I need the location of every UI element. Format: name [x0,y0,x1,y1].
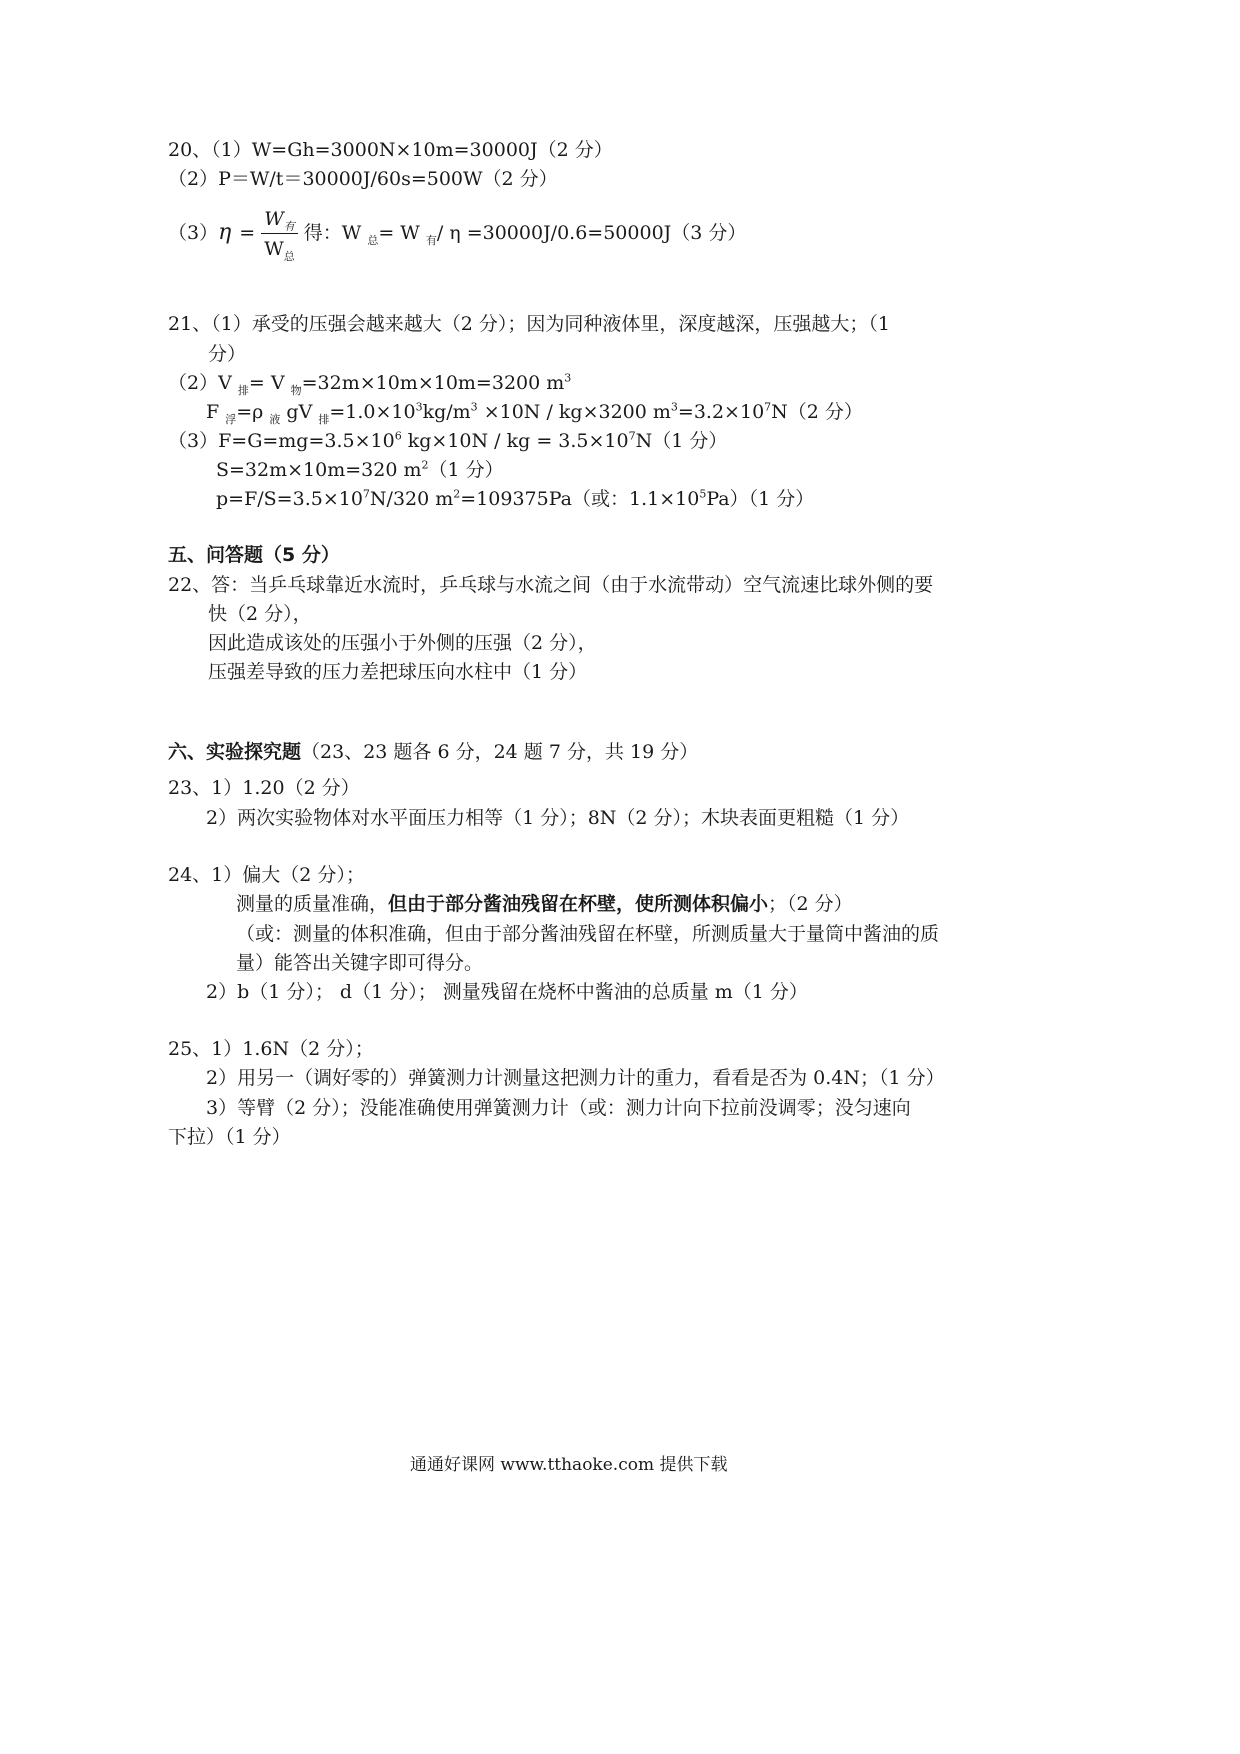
superscript: 2 [453,487,461,501]
text: N（2 分） [771,401,863,423]
eta-symbol: η [218,220,232,245]
superscript: 7 [764,400,772,414]
q20-line1: 20、（1）W=Gh=3000N×10m=30000J（2 分） [168,139,613,161]
text: （2）V [168,372,238,394]
numerator-subscript: 有 [283,219,295,233]
q21-line5 [216,458,504,481]
q22-line1: 22、答：当乒乓球靠近水流时，乒乓球与水流之间（由于水流带动）空气流速比球外侧的要 [168,574,934,596]
text: =1.0×10 [329,401,416,423]
equals-sign: = [239,222,256,244]
subscript: 排 [318,412,330,426]
text: =32m×10m×10m=3200 m [301,372,565,394]
superscript: 6 [394,429,402,443]
q20-l3-rest-b: = W [378,222,426,244]
superscript: 3 [415,400,423,414]
text: N（1 分） [635,430,728,452]
section-6-title: 六、实验探究题 [168,741,302,763]
superscript: 5 [699,487,707,501]
footer-text: 通通好课网 www.tthaoke.com 提供下载 [410,1455,728,1475]
section-6-heading [168,743,698,762]
q21-line3 [206,400,863,426]
subscript: 有 [425,233,437,247]
text: （1 分） [428,459,504,481]
text: 测量的质量准确， [236,893,389,915]
superscript: 3 [564,371,572,385]
q25-line2: 2）用另一（调好零的）弹簧测力计测量这把测力计的重力，看看是否为 0.4N；（1 分） [206,1067,945,1089]
text: Pa）（1 分） [706,488,815,510]
q21-line1b: 分） [208,343,247,365]
subscript: 物 [290,383,302,397]
fraction-numerator: W [264,208,284,230]
subscript: 总 [367,233,379,247]
text: =ρ [236,401,270,423]
q25-line3: 3）等臂（2 分）；没能准确使用弹簧测力计（或：测力计向下拉前没调零；没匀速向 [206,1097,911,1119]
text: kg×10N / kg = 3.5×10 [401,430,629,452]
q25-line1: 25、1）1.6N（2 分）； [168,1038,374,1060]
denominator-subscript: 总 [283,249,295,263]
q20-l3-prefix: （3） [168,222,219,244]
q23-line1: 23、1）1.20（2 分） [168,777,360,799]
q24-line1: 24、1）偏大（2 分）； [168,864,365,886]
superscript: 7 [362,487,370,501]
superscript: 7 [628,429,636,443]
section-5-title: 五、问答题（5 分） [168,544,340,566]
q22-line2: 快（2 分）， [208,603,312,625]
text: = V [248,372,291,394]
text: ；（2 分） [768,893,853,915]
text: N/320 m [369,488,454,510]
text: =3.2×10 [677,401,765,423]
q20-line2: （2）P＝W/t＝30000J/60s=500W（2 分） [168,168,558,190]
text: F [206,401,226,423]
superscript: 3 [670,400,678,414]
q21-line6 [216,487,815,510]
text: p=F/S=3.5×10 [216,488,363,510]
fraction-denominator: W [264,238,284,260]
q23-line2: 2）两次实验物体对水平面压力相等（1 分）；8N（2 分）；木块表面更粗糙（1 分） [206,807,910,829]
q24-line2 [236,895,853,914]
section-6-note: （23、23 题各 6 分，24 题 7 分，共 19 分） [301,741,699,763]
q22-line3: 因此造成该处的压强小于外侧的压强（2 分）， [208,632,597,654]
q20-l3-rest-c: / η =30000J/0.6=50000J（3 分） [436,222,747,244]
superscript: 3 [470,400,478,414]
subscript: 排 [237,383,249,397]
q25-line4: 下拉）（1 分） [168,1126,291,1148]
q21-line1: 21、（1）承受的压强会越来越大（2 分）；因为同种液体里，深度越深，压强越大；（1 [168,313,890,335]
text: ×10N / kg×3200 m [477,401,671,423]
q24-bold-text: 但由于部分酱油残留在杯壁，使所测体积偏小 [388,893,769,915]
text: （3）F=G=mg=3.5×10 [168,430,395,452]
q24-line3: （或：测量的体积准确，但由于部分酱油残留在杯壁，所测质量大于量筒中酱油的质 [236,923,940,945]
q24-line5: 2）b（1 分）； d（1 分）； 测量残留在烧杯中酱油的总质量 m（1 分） [206,981,808,1003]
q24-line4: 量）能答出关键字即可得分。 [236,952,484,974]
q20-l3-rest-a: 得：W [303,222,368,244]
q22-line4: 压强差导致的压力差把球压向水柱中（1 分） [208,661,588,683]
text: S=32m×10m=320 m [216,459,422,481]
subscript: 浮 [225,412,237,426]
text: kg/m [422,401,471,423]
q21-line4 [168,429,728,452]
subscript: 液 [269,412,281,426]
text: gV [280,401,319,423]
q21-line2 [168,371,572,397]
q20-line3 [168,208,747,263]
text: =109375Pa（或：1.1×10 [460,488,700,510]
efficiency-fraction [261,208,298,263]
superscript: 2 [421,458,429,472]
